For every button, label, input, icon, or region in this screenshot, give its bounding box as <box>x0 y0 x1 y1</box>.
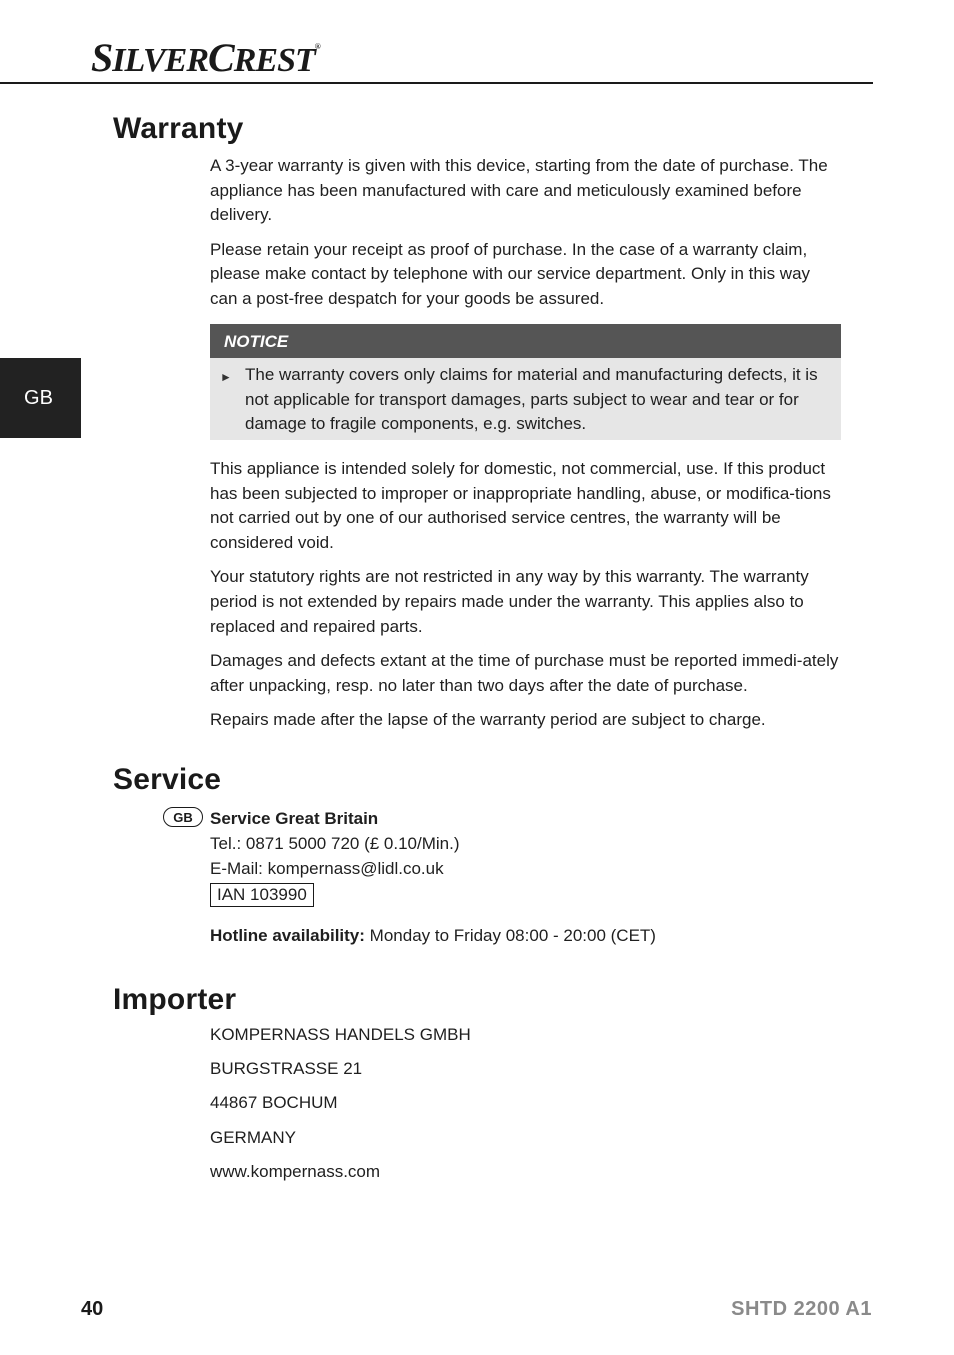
warranty-heading: Warranty <box>113 112 244 145</box>
hotline-value: Monday to Friday 08:00 - 20:00 (CET) <box>369 926 656 945</box>
warranty-paragraph: Damages and defects extant at the time of purchase must be reported immedi-ately after unpacking, resp. no later than two days after the date of purchase. <box>210 650 839 695</box>
model-number: SHTD 2200 A1 <box>731 1298 872 1320</box>
language-tab: GB <box>0 358 81 438</box>
warranty-paragraph: This appliance is intended solely for domestic, not commercial, use. If this product has been subjected to improper or inappropriate handling, abuse, or modifica-tions not carried out by one of our authorised service centres, the warranty will be considered void. <box>210 459 831 553</box>
header-divider <box>0 82 873 84</box>
service-name: Service Great Britain <box>210 809 379 828</box>
warranty-intro <box>210 154 842 321</box>
ian-box: IAN 103990 <box>210 883 314 907</box>
service-heading: Service <box>113 763 222 796</box>
warranty-paragraph: Your statutory rights are not restricted in any way by this warranty. The warranty period is not extended by repairs made under the warranty. This applies also to replaced and repaired parts. <box>210 567 809 636</box>
hotline-availability <box>210 926 656 946</box>
importer-country: GERMANY <box>210 1128 296 1147</box>
service-contact <box>210 806 460 907</box>
service-email: E-Mail: kompernass@lidl.co.uk <box>210 859 444 878</box>
notice-text: The warranty covers only claims for material and manufacturing defects, it is not applicable for transport damages, parts subject to wear and tear or for damage to fragile components, e.g. switches. <box>245 365 818 434</box>
warranty-terms <box>210 457 842 742</box>
warranty-paragraph: Please retain your receipt as proof of purchase. In the case of a warranty claim, please make contact by telephone with our service department. Only in this way can a post-free despatch for your goods be assured. <box>210 239 811 309</box>
notice-heading: NOTICE <box>210 324 841 358</box>
importer-heading: Importer <box>113 983 237 1016</box>
importer-company: KOMPERNASS HANDELS GMBH <box>210 1025 471 1044</box>
hotline-label: Hotline availability: <box>210 926 365 945</box>
country-badge: GB <box>163 807 203 827</box>
notice-body <box>210 358 841 440</box>
notice-box <box>210 324 841 440</box>
importer-website: www.kompernass.com <box>210 1162 381 1181</box>
warranty-paragraph: A 3-year warranty is given with this device, starting from the date of purchase. The appliance has been manufactured with care and meticulously examined before delivery. <box>210 156 828 225</box>
importer-city: 44867 BOCHUM <box>210 1093 338 1112</box>
brand-logo: SILVERCREST® <box>91 35 320 80</box>
importer-street: BURGSTRASSE 21 <box>210 1059 363 1078</box>
service-tel: Tel.: 0871 5000 720 (£ 0.10/Min.) <box>210 834 460 853</box>
bullet-arrow-icon: ► <box>220 370 232 384</box>
warranty-paragraph: Repairs made after the lapse of the warranty period are subject to charge. <box>210 709 766 729</box>
page-number: 40 <box>81 1298 104 1320</box>
